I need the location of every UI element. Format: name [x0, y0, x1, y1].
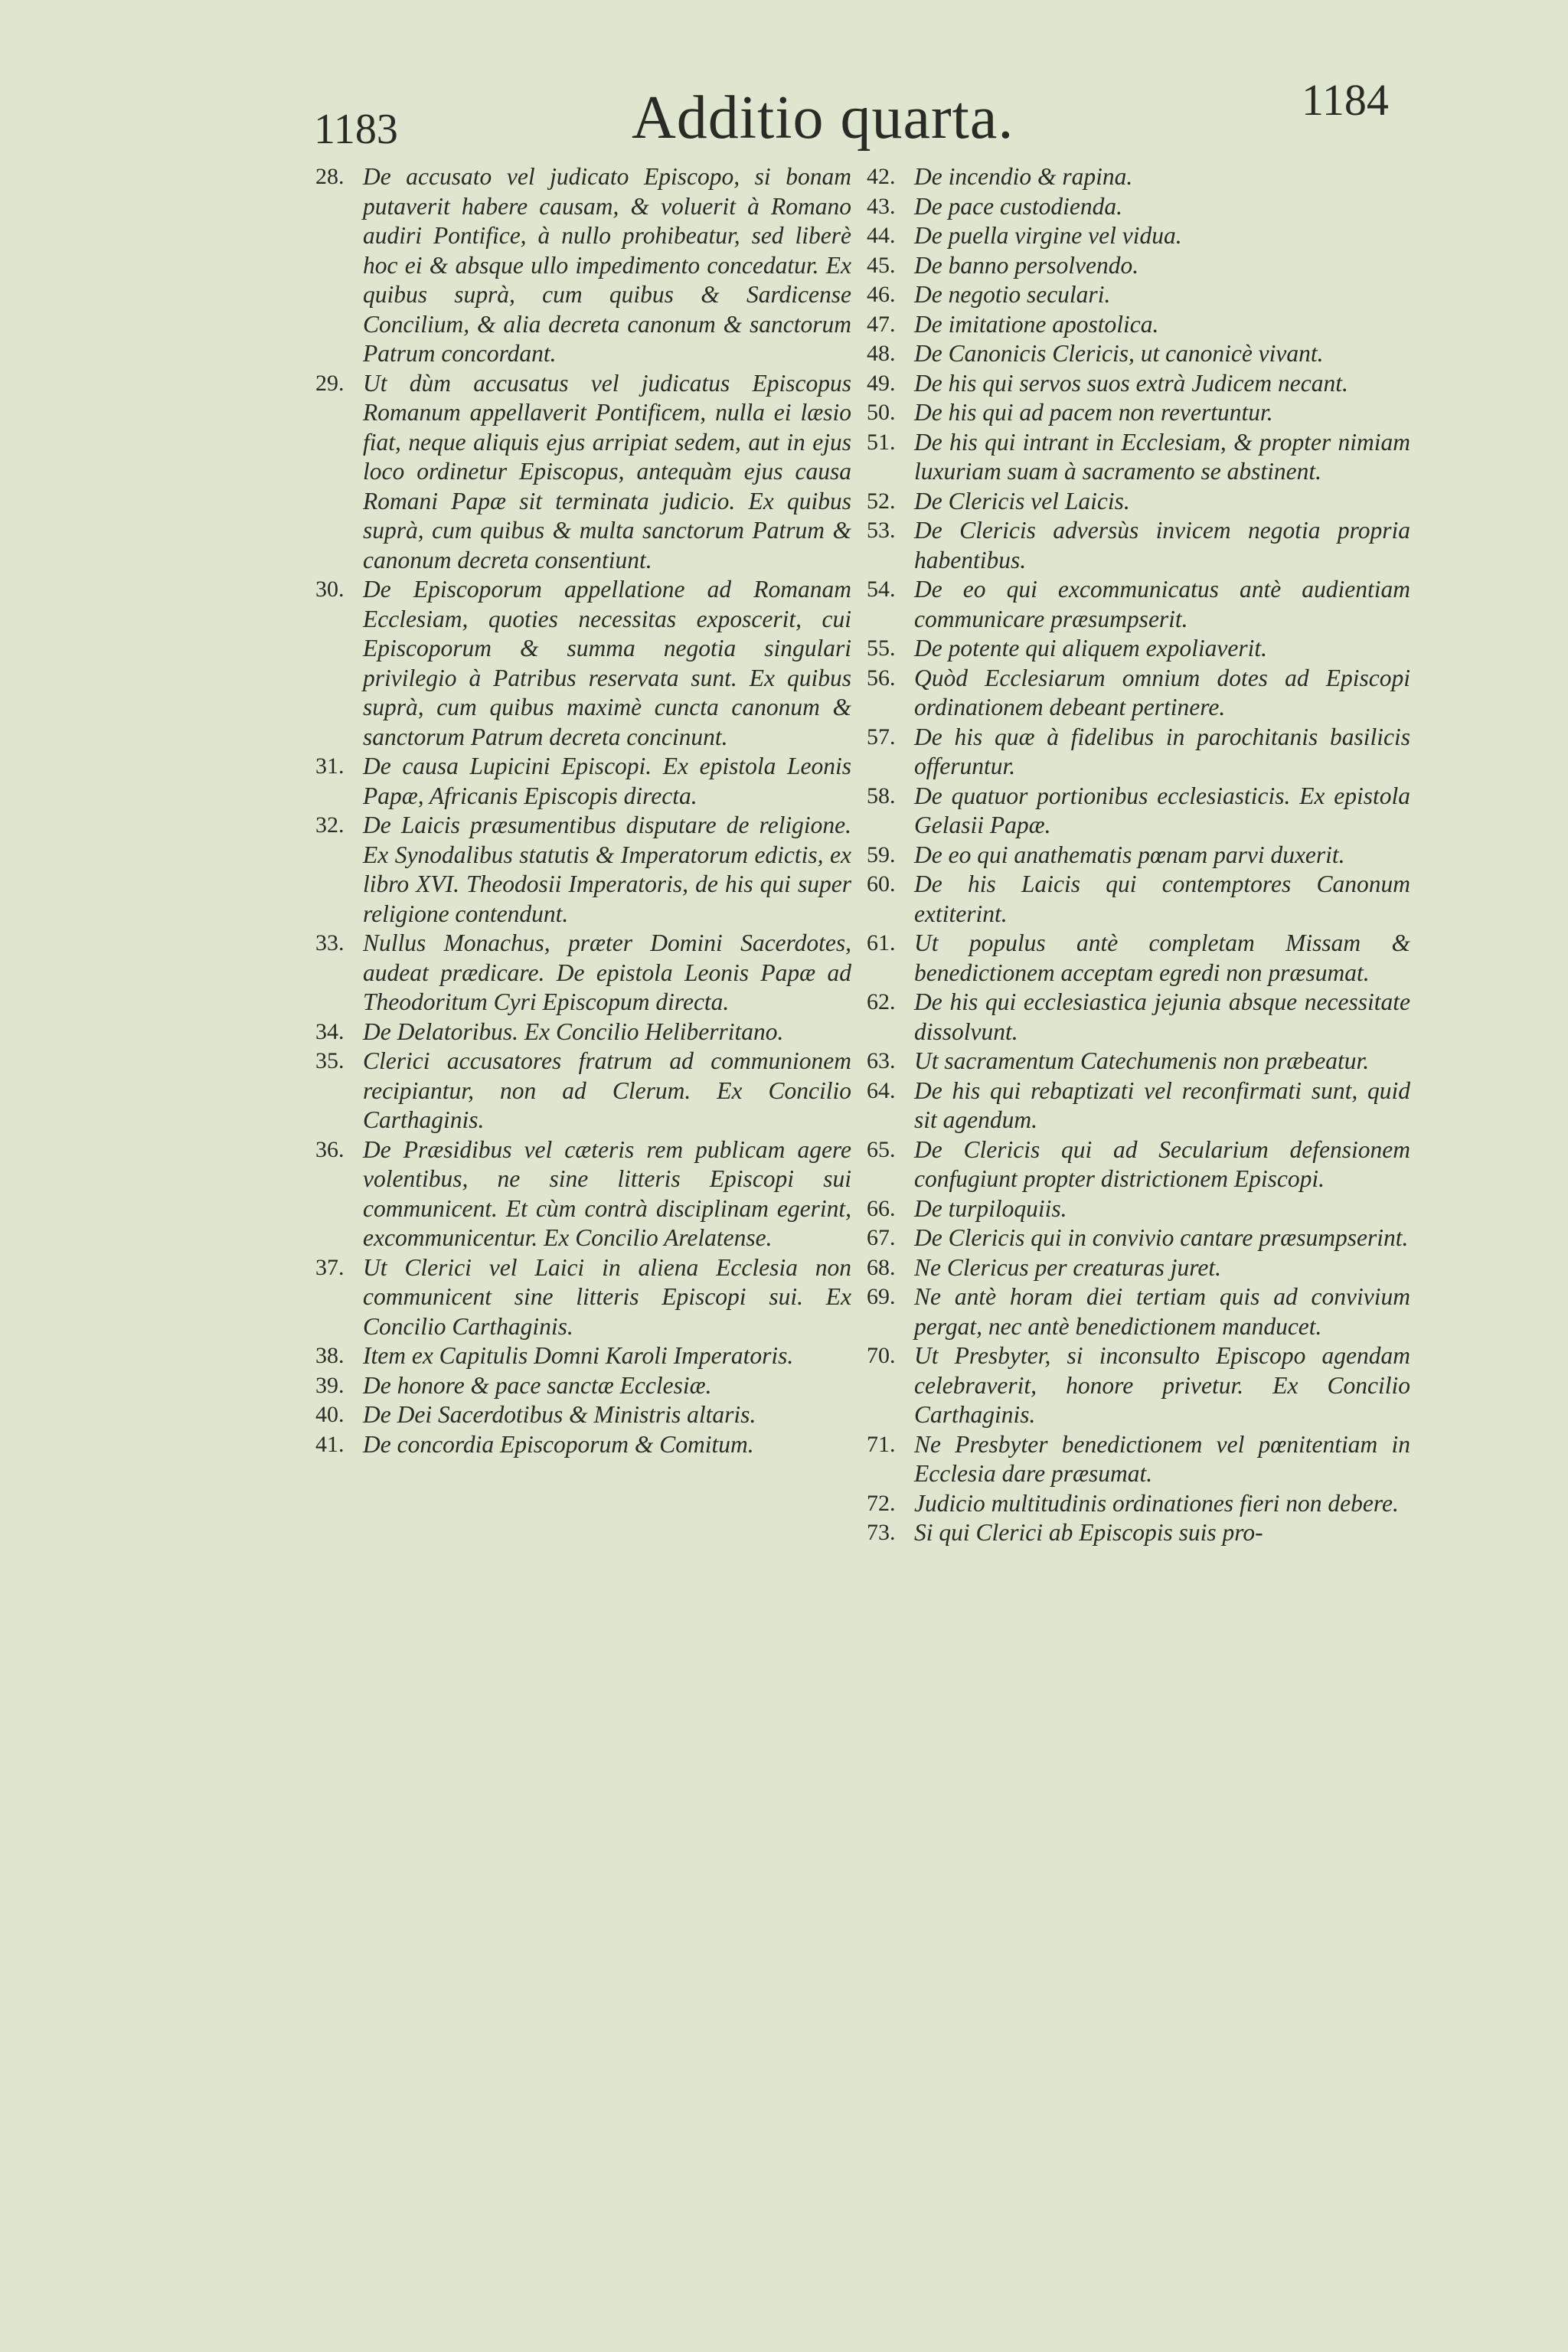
running-title: Additio quarta.: [632, 84, 1014, 152]
item-number: 33.: [315, 930, 345, 956]
item-text: De Clericis adversùs invicem negotia propria habentibus.: [914, 517, 1410, 573]
list-item: [315, 1400, 851, 1430]
item-text: De Clericis qui in convivio cantare præsumpserint.: [914, 1224, 1409, 1251]
item-text: De accusato vel judicato Episcopo, si bonam putaverit habere causam, & voluerit à Romano audiri Pontifice, à nullo prohibeatur, sed liberè hoc ei & absque ullo impedimento concedatur. Ex quibus suprà, cum quibus & Sardicense Concilium, & alia decreta canonum & sanctorum Patrum concordant.: [363, 163, 851, 367]
item-number: 39.: [315, 1372, 345, 1398]
item-text: De concordia Episcoporum & Comitum.: [363, 1430, 754, 1458]
item-number: 64.: [867, 1077, 896, 1103]
item-number: 54.: [867, 577, 896, 602]
page-number-right: 1184: [1302, 75, 1389, 125]
item-number: 36.: [315, 1136, 345, 1162]
item-text: De turpiloquiis.: [914, 1194, 1067, 1222]
right-column: [867, 162, 1410, 1548]
item-number: 41.: [315, 1431, 345, 1457]
item-number: 56.: [867, 665, 896, 691]
list-item: [867, 723, 1410, 782]
item-text: De quatuor portionibus ecclesiasticis. Ex epistola Gelasii Papæ.: [914, 782, 1410, 838]
item-text: De pace custodienda.: [914, 192, 1123, 220]
item-number: 52.: [867, 488, 896, 514]
item-text: Judicio multitudinis ordinationes fieri non debere.: [914, 1489, 1399, 1517]
list-item: [867, 870, 1410, 929]
item-text: De Episcoporum appellatione ad Romanam Ecclesiam, quoties necessitas exposcerit, cui Episcoporum & summa negotia singulari privilegio à Patribus reservata sunt. Ex quibus suprà, cum quibus maximè cuncta canonum & sanctorum Patrum decreta concinunt.: [363, 576, 851, 750]
list-item: [315, 1018, 851, 1047]
list-item: [867, 516, 1410, 575]
item-text: De his Laicis qui contemptores Canonum extiterint.: [914, 871, 1410, 927]
item-number: 57.: [867, 724, 896, 750]
item-number: 48.: [867, 341, 896, 366]
list-item: [315, 1341, 851, 1371]
item-text: Item ex Capitulis Domni Karoli Imperatoris.: [363, 1342, 794, 1369]
item-number: 42.: [867, 164, 896, 189]
item-text: Ut Clerici vel Laici in aliena Ecclesia non communicent sine litteris Episcopi sui. Ex Concilio Carthaginis.: [363, 1253, 851, 1340]
list-item: [867, 1076, 1410, 1135]
item-number: 29.: [315, 370, 345, 396]
list-item: [867, 339, 1410, 369]
item-number: 37.: [315, 1254, 345, 1280]
list-item: [867, 1223, 1410, 1253]
item-text: De Præsidibus vel cæteris rem publicam agere volentibus, ne sine litteris Episcopi sui communicent. Et cùm contrà disciplinam egerint, excommunicentur. Ex Concilio Arelatense.: [363, 1135, 851, 1251]
item-text: Ne Presbyter benedictionem vel pœnitentiam in Ecclesia dare præsumat.: [914, 1430, 1410, 1487]
item-number: 58.: [867, 782, 896, 808]
item-text: De eo qui anathematis pœnam parvi duxerit.: [914, 841, 1345, 868]
list-item: [315, 1135, 851, 1253]
item-text: Quòd Ecclesiarum omnium dotes ad Episcopi ordinationem debeant pertinere.: [914, 664, 1410, 720]
item-number: 55.: [867, 635, 896, 661]
item-number: 28.: [315, 164, 345, 189]
item-text: De Clericis qui ad Secularium defensionem confugiunt propter districtionem Episcopi.: [914, 1135, 1410, 1192]
item-text: De his qui servos suos extrà Judicem necant.: [914, 369, 1348, 397]
item-number: 50.: [867, 400, 896, 425]
list-item: [867, 1135, 1410, 1194]
item-number: 66.: [867, 1195, 896, 1221]
item-text: Si qui Clerici ab Episcopis suis pro-: [914, 1519, 1263, 1546]
item-text: De his qui ad pacem non revertuntur.: [914, 399, 1273, 426]
list-item: [867, 428, 1410, 487]
item-text: De causa Lupicini Episcopi. Ex epistola Leonis Papæ, Africanis Episcopis directa.: [363, 753, 851, 809]
item-text: De Dei Sacerdotibus & Ministris altaris.: [363, 1401, 756, 1428]
list-item: [315, 811, 851, 929]
list-item: [315, 752, 851, 811]
item-text: De banno persolvendo.: [914, 251, 1139, 279]
item-text: Ut populus antè completam Missam & benedictionem acceptam egredi non præsumat.: [914, 929, 1410, 986]
list-item: [867, 192, 1410, 222]
list-item: [867, 575, 1410, 634]
item-number: 49.: [867, 370, 896, 396]
item-number: 72.: [867, 1490, 896, 1516]
list-item: [315, 1047, 851, 1135]
list-item: [867, 1282, 1410, 1341]
item-number: 61.: [867, 930, 896, 956]
list-item: [315, 575, 851, 752]
item-number: 46.: [867, 282, 896, 307]
item-number: 45.: [867, 252, 896, 278]
item-number: 40.: [315, 1402, 345, 1427]
list-item: [867, 1341, 1410, 1430]
list-item: [867, 841, 1410, 871]
item-text: Ut dùm accusatus vel judicatus Episcopus Romanum appellaverit Pontificem, nulla ei læsio fiat, neque aliquis ejus arripiat sedem, aut in ejus loco ordinetur Episcopus, antequàm ejus causa Romani Papæ sit terminata judicio. Ex quibus suprà, cum quibus & multa sanctorum Patrum & canonum decreta consentiunt.: [363, 369, 851, 573]
item-number: 70.: [867, 1343, 896, 1368]
list-item: [867, 664, 1410, 723]
item-text: De Canonicis Clericis, ut canonicè vivant.: [914, 340, 1324, 367]
item-text: Clerici accusatores fratrum ad communionem recipiantur, non ad Clerum. Ex Concilio Carthaginis.: [363, 1047, 851, 1133]
item-text: De imitatione apostolica.: [914, 310, 1159, 338]
list-item: [315, 369, 851, 576]
page-number-left: 1183: [314, 106, 398, 153]
list-item: [315, 1371, 851, 1401]
item-text: De his qui ecclesiastica jejunia absque necessitate dissolvunt.: [914, 988, 1410, 1045]
item-number: 68.: [867, 1254, 896, 1280]
item-text: De puella virgine vel vidua.: [914, 222, 1182, 249]
item-text: De his qui rebaptizati vel reconfirmati sunt, quid sit agendum.: [914, 1076, 1410, 1133]
item-number: 60.: [867, 871, 896, 897]
item-number: 62.: [867, 989, 896, 1014]
list-item: [867, 1194, 1410, 1224]
list-item: [315, 1253, 851, 1342]
item-number: 38.: [315, 1343, 345, 1368]
list-item: [315, 162, 851, 369]
list-item: [867, 369, 1410, 399]
list-item: [867, 1253, 1410, 1283]
item-text: De negotio seculari.: [914, 281, 1111, 308]
item-text: De honore & pace sanctæ Ecclesiæ.: [363, 1371, 712, 1399]
item-number: 43.: [867, 193, 896, 219]
item-text: De incendio & rapina.: [914, 163, 1133, 190]
list-item: [867, 1047, 1410, 1076]
item-number: 63.: [867, 1048, 896, 1073]
item-text: De Delatoribus. Ex Concilio Heliberritano.: [363, 1018, 784, 1045]
item-text: De eo qui excommunicatus antè audientiam communicare præsumpserit.: [914, 576, 1410, 632]
list-item: [315, 929, 851, 1018]
item-text: De his qui intrant in Ecclesiam, & propter nimiam luxuriam suam à sacramento se abstinent.: [914, 428, 1410, 485]
item-number: 53.: [867, 518, 896, 543]
item-text: De his quæ à fidelibus in parochitanis basilicis offeruntur.: [914, 723, 1410, 779]
list-item: [867, 1518, 1410, 1548]
item-number: 34.: [315, 1018, 345, 1044]
item-text: De Laicis præsumentibus disputare de religione. Ex Synodalibus statutis & Imperatorum edictis, ex libro XVI. Theodosii Imperatoris, de his qui super religione contendunt.: [363, 812, 851, 927]
item-number: 32.: [315, 812, 345, 838]
item-number: 47.: [867, 311, 896, 337]
item-text: Ut Presbyter, si inconsulto Episcopo agendam celebraverit, honore privetur. Ex Concilio Carthaginis.: [914, 1342, 1410, 1428]
list-item: [867, 988, 1410, 1047]
list-item: [867, 929, 1410, 988]
item-number: 44.: [867, 223, 896, 248]
list-item: [867, 398, 1410, 428]
list-item: [867, 251, 1410, 281]
item-number: 59.: [867, 841, 896, 867]
item-text: De potente qui aliquem expoliaverit.: [914, 635, 1267, 662]
list-item: [315, 1430, 851, 1460]
item-number: 30.: [315, 577, 345, 602]
item-text: De Clericis vel Laicis.: [914, 487, 1130, 514]
item-text: Ut sacramentum Catechumenis non præbeatur.: [914, 1047, 1370, 1074]
item-number: 67.: [867, 1225, 896, 1250]
item-number: 35.: [315, 1048, 345, 1073]
list-item: [867, 280, 1410, 310]
page-header: [0, 73, 1568, 157]
item-text: Nullus Monachus, præter Domini Sacerdotes, audeat prædicare. De epistola Leonis Papæ ad Theodoritum Cyri Episcopum directa.: [363, 929, 851, 1015]
item-number: 65.: [867, 1136, 896, 1162]
item-number: 73.: [867, 1520, 896, 1545]
item-number: 31.: [315, 753, 345, 779]
list-item: [867, 162, 1410, 192]
list-item: [867, 782, 1410, 841]
list-item: [867, 1489, 1410, 1519]
list-item: [867, 1430, 1410, 1489]
item-number: 69.: [867, 1284, 896, 1309]
list-item: [867, 634, 1410, 664]
item-text: Ne Clericus per creaturas juret.: [914, 1253, 1221, 1281]
list-item: [867, 487, 1410, 517]
list-item: [867, 310, 1410, 340]
item-number: 71.: [867, 1431, 896, 1457]
item-text: Ne antè horam diei tertiam quis ad convivium pergat, nec antè benedictionem manducet.: [914, 1283, 1410, 1340]
item-number: 51.: [867, 429, 896, 455]
list-item: [867, 221, 1410, 251]
left-column: [315, 162, 851, 1459]
